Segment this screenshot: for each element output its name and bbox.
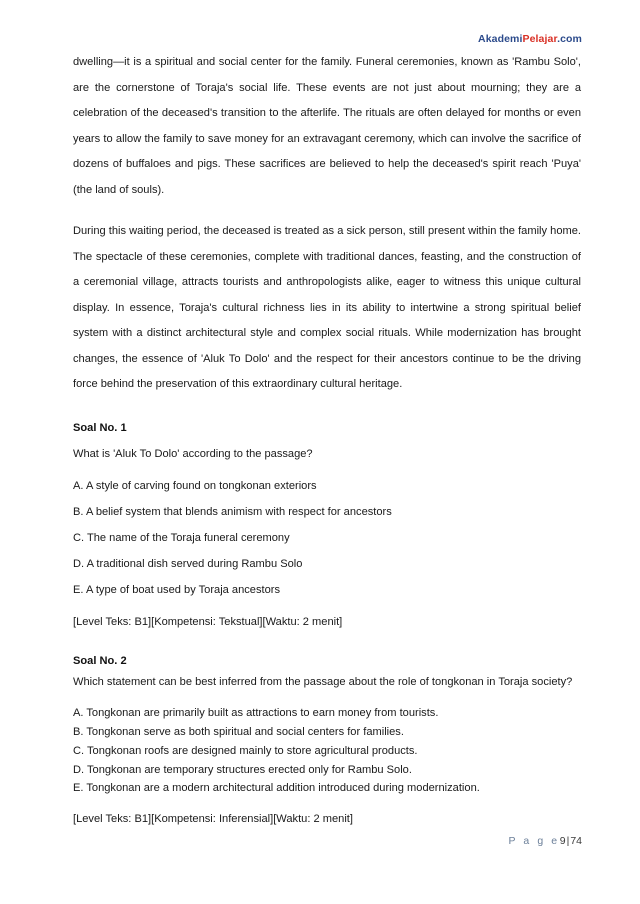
footer-page-label: P a g e: [508, 835, 560, 847]
option-item[interactable]: C. The name of the Toraja funeral ceremony: [73, 531, 290, 544]
question-block-2: [73, 651, 581, 828]
option-item[interactable]: A. A style of carving found on tongkonan exteriors: [73, 479, 317, 492]
page-footer: [508, 835, 582, 847]
passage-paragraph-2: During this waiting period, the deceased is treated as a sick person, still present within the family home. The spectacle of these ceremonies, complete with traditional dances, feasting, and the construction of a ceremonial village, attracts tourists and anthropologists alike, eager to witness this unique cultural display. In essence, Toraja's cultural richness lies in its ability to intertwine a strong spiritual belief system with a distinct architectural style and complex social rituals. While modernization has brought changes, the essence of 'Aluk To Dolo' and the respect for their ancestors continue to be the driving force behind the preservation of this extraordinary cultural heritage.: [73, 225, 581, 390]
question-1-metadata: [Level Teks: B1][Kompetensi: Tekstual][Waktu: 2 menit]: [73, 616, 343, 629]
option-item[interactable]: D. Tongkonan are temporary structures erected only for Rambu Solo.: [73, 763, 412, 776]
option-item[interactable]: B. A belief system that blends animism with respect for ancestors: [73, 505, 392, 518]
footer-separator: |: [566, 835, 570, 847]
logo-text-akademi: Akademi: [478, 33, 523, 45]
logo-text-pelajar: Pelajar: [522, 33, 558, 45]
option-item[interactable]: B. Tongkonan serve as both spiritual and social centers for families.: [73, 726, 404, 739]
question-1-prompt: What is 'Aluk To Dolo' according to the passage?: [73, 447, 313, 460]
question-2-options: [73, 704, 581, 797]
question-2-prompt: Which statement can be best inferred from the passage about the role of tongkonan in Toraja society?: [73, 676, 573, 689]
passage-paragraph-1: dwelling—it is a spiritual and social center for the family. Funeral ceremonies, known as 'Rambu Solo', are the cornerstone of Toraja's social life. These events are not just about mourning; they are a celebration of the deceased's transition to the afterlife. The rituals are often delayed for months or even years to allow the family to save money for an extravagant ceremony, which can involve the sacrifice of dozens of buffaloes and pigs. These sacrifices are believed to help the deceased's spirit reach 'Puya' (the land of souls).: [73, 56, 581, 196]
option-item[interactable]: E. Tongkonan are a modern architectural addition introduced during modernization.: [73, 782, 480, 795]
footer-total-pages: 74: [570, 835, 582, 847]
option-item[interactable]: A. Tongkonan are primarily built as attractions to earn money from tourists.: [73, 707, 439, 720]
footer-page-number: 9: [559, 835, 566, 847]
question-2-metadata: [Level Teks: B1][Kompetensi: Inferensial][Waktu: 2 menit]: [73, 813, 353, 826]
document-content: [73, 50, 581, 828]
option-item[interactable]: C. Tongkonan roofs are designed mainly to store agricultural products.: [73, 744, 418, 757]
logo-text-domain: .com: [557, 33, 582, 45]
site-logo: [478, 33, 582, 45]
question-1-options: [73, 478, 581, 600]
option-item[interactable]: D. A traditional dish served during Rambu Solo: [73, 557, 303, 570]
question-1-heading: Soal No. 1: [73, 421, 127, 434]
question-block-1: [73, 418, 581, 632]
option-item[interactable]: E. A type of boat used by Toraja ancestors: [73, 583, 281, 596]
question-2-heading: Soal No. 2: [73, 655, 127, 668]
